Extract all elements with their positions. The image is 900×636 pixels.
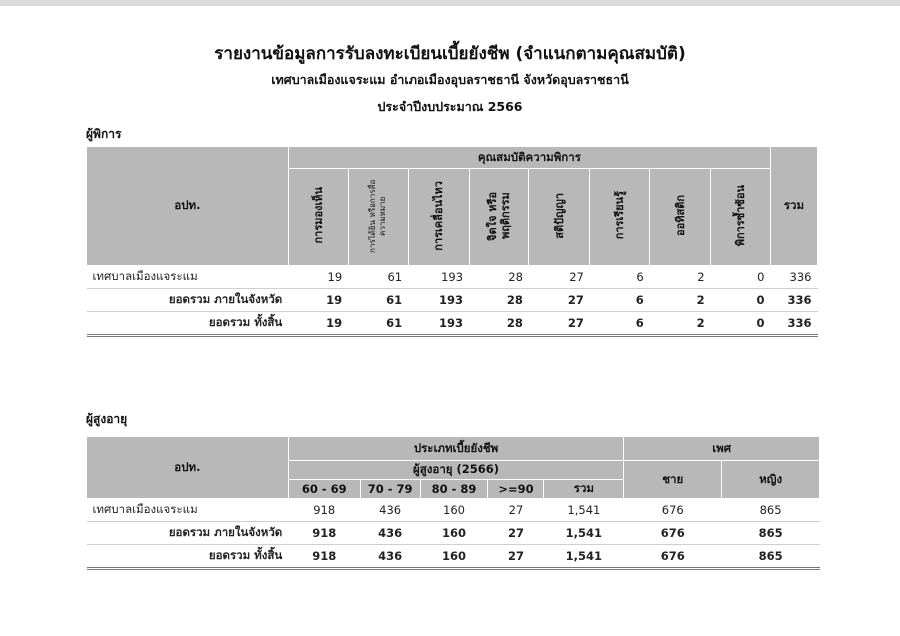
col-header: การมองเห็น — [288, 169, 348, 266]
fiscal-year: ประจำปีงบประมาณ 2566 — [377, 99, 523, 114]
table-row-province-total: ยอดรวม ภายในจังหวัด 918 436 160 27 1,541 676 865 — [87, 522, 820, 545]
disabled-table — [86, 146, 818, 337]
table-row: เทศบาลเมืองแจระแม 19 61 193 28 27 6 2 0 336 — [87, 266, 818, 289]
age-col-header: 80 - 89 — [420, 480, 488, 499]
table-row-grand-total: ยอดรวม ทั้งสิ้น 918 436 160 27 1,541 676 865 — [87, 545, 820, 569]
disability-group-header: คุณสมบัติความพิการ — [288, 147, 770, 169]
male-header: ชาย — [624, 461, 722, 499]
col-header: การเคลื่อนไหว — [408, 169, 469, 266]
top-border — [0, 0, 900, 6]
female-header: หญิง — [722, 461, 820, 499]
col-header: สติปัญญา — [529, 169, 590, 266]
age-col-header: รวม — [544, 480, 624, 499]
elderly-year-header: ผู้สูงอายุ (2566) — [288, 461, 624, 480]
col-header: ออทิสติก — [650, 169, 711, 266]
table-row: เทศบาลเมืองแจระแม 918 436 160 27 1,541 676 865 — [87, 499, 820, 522]
table-row-grand-total: ยอดรวม ทั้งสิ้น 19 61 193 28 27 6 2 0 336 — [87, 312, 818, 336]
col-header: จิตใจ หรือ พฤติกรรม — [469, 169, 529, 266]
report-title: รายงานข้อมูลการรับลงทะเบียนเบี้ยยังชีพ (จำแนกตามคุณสมบัติ) — [214, 44, 686, 64]
age-col-header: 70 - 79 — [360, 480, 420, 499]
col-header: การเรียนรู้ — [590, 169, 650, 266]
gender-header: เพศ — [624, 437, 820, 461]
allowance-type-header: ประเภทเบี้ยยังชีพ — [288, 437, 624, 461]
total-header: รวม — [770, 147, 817, 266]
col-header: การได้ยิน หรือการสื่อความหมาย — [348, 169, 408, 266]
age-col-header: >=90 — [488, 480, 544, 499]
report-subtitle: เทศบาลเมืองแจระแม อำเภอเมืองอุบลราชธานี จังหวัดอุบลราชธานี — [271, 72, 629, 87]
org-header: อปท. — [87, 437, 289, 499]
col-header: พิการซ้ำซ้อน — [711, 169, 771, 266]
section-elderly-label: ผู้สูงอายุ — [86, 412, 128, 426]
section-disabled-label: ผู้พิการ — [86, 127, 122, 141]
age-col-header: 60 - 69 — [288, 480, 360, 499]
table-row-province-total: ยอดรวม ภายในจังหวัด 19 61 193 28 27 6 2 0 336 — [87, 289, 818, 312]
org-header: อปท. — [87, 147, 289, 266]
elderly-table — [86, 436, 820, 570]
